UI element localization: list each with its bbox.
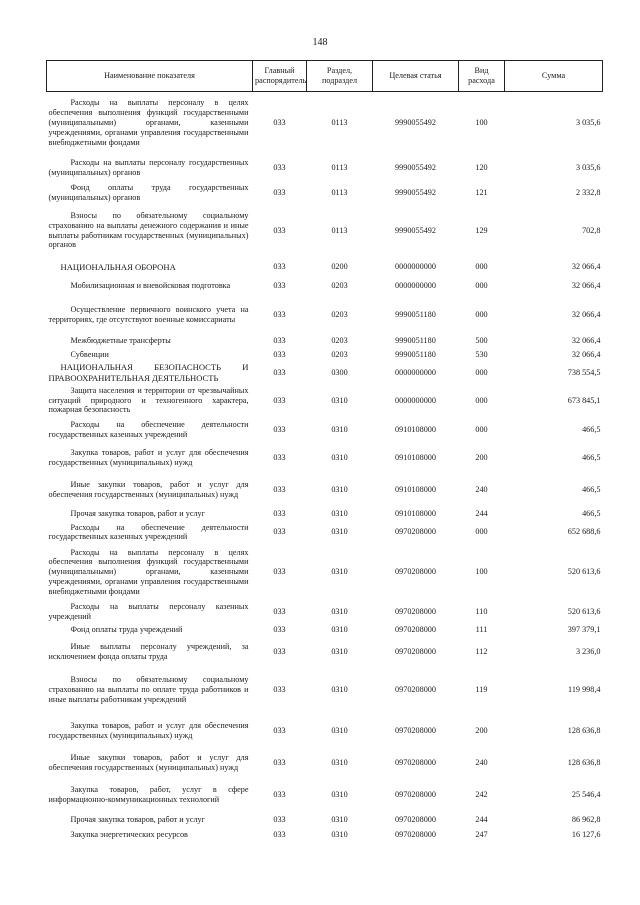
row-target-item: 0910108000 (395, 509, 436, 519)
row-name-text: Защита населения и территории от чрезвычайных ситуаций природного и техногенного характера, пожарная безопасность (48, 385, 249, 415)
row-name-text: Закупка товаров, работ и услуг для обеспечения государственных (муниципальных) нужд (48, 447, 249, 467)
row-name-text: Расходы на выплаты персоналу в целях обеспечения выполнения функций государственными (муниципальными) органами, казенными учреждениями, органами управления государственными внебюджетными фондами (48, 98, 249, 147)
table-row (47, 182, 603, 204)
row-expense-type: 100 (475, 567, 488, 577)
row-expense-type: 110 (475, 607, 488, 617)
row-section: 0310 (331, 424, 348, 434)
row-name (47, 746, 253, 779)
row-section: 0310 (331, 567, 348, 577)
row-chief-manager: 033 (273, 646, 286, 656)
row-section: 0310 (331, 814, 348, 824)
row-chief-manager: 033 (273, 625, 286, 635)
table-body (47, 92, 603, 842)
table-row (47, 746, 603, 779)
row-name (47, 182, 253, 204)
row-target-item: 0910108000 (395, 484, 436, 494)
row-section: 0113 (331, 225, 348, 235)
row-target-item: 9990055492 (395, 162, 436, 172)
row-chief-manager: 033 (273, 424, 286, 434)
row-expense-type: 500 (475, 335, 488, 345)
row-expense-type: 200 (475, 725, 488, 735)
row-name (47, 542, 253, 602)
row-target-item: 9990055492 (395, 187, 436, 197)
column-header-expense-type: Вид расхода (459, 61, 505, 92)
row-expense-type: 121 (475, 187, 488, 197)
row-section: 0310 (331, 509, 348, 519)
row-expense-type: 000 (475, 281, 488, 291)
row-expense-type: 129 (475, 225, 488, 235)
table-row (47, 829, 603, 841)
row-name-text: НАЦИОНАЛЬНАЯ БЕЗОПАСНОСТЬ И ПРАВООХРАНИТЕЛЬНАЯ ДЕЯТЕЛЬНОСТЬ (48, 362, 249, 383)
table-row (47, 296, 603, 334)
row-chief-manager: 033 (273, 484, 286, 494)
row-name (47, 258, 253, 277)
table-row (47, 506, 603, 523)
row-name-text: Фонд оплаты труда учреждений (70, 625, 183, 635)
row-name-text: Расходы на выплаты персоналу в целях обеспечения выполнения функций государственными (муниципальными) органами, казенными учреждениями, органами управления государственными внебюджетными фондами (48, 547, 249, 596)
row-name-text: Расходы на выплаты персоналу казенных учреждений (48, 602, 249, 622)
row-expense-type: 000 (475, 262, 488, 272)
row-target-item: 0000000000 (395, 281, 436, 291)
row-name (47, 384, 253, 418)
row-expense-type: 000 (475, 367, 488, 377)
column-header-amount: Сумма (505, 61, 603, 92)
row-chief-manager: 033 (273, 527, 286, 537)
row-expense-type: 240 (475, 757, 488, 767)
row-expense-type: 111 (475, 625, 488, 635)
row-amount: 86 962,8 (571, 814, 601, 824)
column-header-name: Наименование показателя (47, 61, 253, 92)
column-header-chief-manager: Главный распорядитель (253, 61, 307, 92)
row-section: 0310 (331, 527, 348, 537)
row-expense-type: 000 (475, 527, 488, 537)
row-section: 0310 (331, 685, 348, 695)
table-row (47, 258, 603, 277)
row-section: 0300 (331, 367, 348, 377)
row-target-item: 0970208000 (395, 646, 436, 656)
row-expense-type: 244 (475, 509, 488, 519)
row-name-text: Субвенции (70, 349, 109, 359)
row-name (47, 92, 253, 154)
row-name-text: Иные выплаты персоналу учреждений, за исключением фонда оплаты труда (48, 641, 249, 661)
table-row (47, 523, 603, 543)
row-chief-manager: 033 (273, 335, 286, 345)
row-amount: 673 845,1 (567, 395, 601, 405)
row-target-item: 0970208000 (395, 625, 436, 635)
row-chief-manager: 033 (273, 789, 286, 799)
row-name-text: Взносы по обязательному социальному страхованию на выплаты денежного содержания и иные выплаты работникам государственных (муниципальных) органов (48, 210, 249, 250)
row-name-text: Мобилизационная и вневойсковая подготовка (70, 281, 231, 291)
row-target-item: 9990055492 (395, 225, 436, 235)
table-row (47, 442, 603, 474)
row-section: 0310 (331, 607, 348, 617)
row-amount: 520 613,6 (567, 607, 601, 617)
table-row (47, 334, 603, 348)
row-chief-manager: 033 (273, 281, 286, 291)
column-header-section: Раздел, подраздел (307, 61, 373, 92)
row-expense-type: 200 (475, 452, 488, 462)
row-section: 0203 (331, 281, 348, 291)
row-section: 0310 (331, 484, 348, 494)
table-row (47, 474, 603, 506)
row-target-item: 0970208000 (395, 757, 436, 767)
row-section: 0310 (331, 625, 348, 635)
row-name-text: Прочая закупка товаров, работ и услуг (70, 814, 205, 824)
row-name (47, 277, 253, 296)
row-section: 0310 (331, 452, 348, 462)
row-name-text: Расходы на обеспечение деятельности государственных казенных учреждений (48, 419, 249, 439)
row-chief-manager: 033 (273, 725, 286, 735)
row-name (47, 418, 253, 442)
row-amount: 32 066,4 (571, 349, 601, 359)
row-section: 0113 (331, 117, 348, 127)
row-section: 0203 (331, 335, 348, 345)
table-row (47, 384, 603, 418)
row-target-item: 0970208000 (395, 527, 436, 537)
row-target-item: 0000000000 (395, 367, 436, 377)
row-section: 0310 (331, 789, 348, 799)
row-name-text: НАЦИОНАЛЬНАЯ ОБОРОНА (60, 261, 176, 272)
table-row (47, 622, 603, 638)
row-expense-type: 000 (475, 395, 488, 405)
row-amount: 25 546,4 (571, 789, 601, 799)
row-name (47, 665, 253, 715)
table-row (47, 638, 603, 665)
row-expense-type: 242 (475, 789, 488, 799)
row-expense-type: 530 (475, 349, 488, 359)
page-number: 148 (312, 37, 328, 48)
column-header-target-item: Целевая статья (373, 61, 459, 92)
row-amount: 738 554,5 (567, 367, 601, 377)
row-target-item: 0970208000 (395, 789, 436, 799)
row-target-item: 0970208000 (395, 725, 436, 735)
row-name (47, 523, 253, 543)
row-target-item: 0000000000 (395, 262, 436, 272)
row-amount: 32 066,4 (571, 309, 601, 319)
row-section: 0310 (331, 725, 348, 735)
row-target-item: 0910108000 (395, 424, 436, 434)
row-amount: 397 379,1 (567, 625, 601, 635)
row-expense-type: 240 (475, 484, 488, 494)
row-target-item: 9990051180 (395, 309, 436, 319)
row-chief-manager: 033 (273, 367, 286, 377)
row-name (47, 348, 253, 362)
table-row (47, 665, 603, 715)
row-name-text: Межбюджетные трансферты (70, 335, 171, 345)
row-target-item: 0970208000 (395, 567, 436, 577)
table-header-row (47, 61, 603, 92)
row-name (47, 204, 253, 258)
table-row (47, 715, 603, 746)
row-name-text: Прочая закупка товаров, работ и услуг (70, 509, 205, 519)
row-expense-type: 247 (475, 830, 488, 840)
row-target-item: 0970208000 (395, 814, 436, 824)
row-name (47, 154, 253, 182)
row-amount: 3 035,6 (575, 162, 601, 172)
row-amount: 32 066,4 (571, 335, 601, 345)
row-chief-manager: 033 (273, 757, 286, 767)
table-row (47, 542, 603, 602)
row-section: 0310 (331, 757, 348, 767)
row-section: 0200 (331, 262, 348, 272)
table-row (47, 92, 603, 154)
row-amount: 128 636,8 (567, 725, 601, 735)
row-expense-type: 112 (475, 646, 488, 656)
row-amount: 466,5 (582, 424, 601, 434)
row-amount: 32 066,4 (571, 262, 601, 272)
row-amount: 2 332,8 (575, 187, 601, 197)
row-name-text: Фонд оплаты труда государственных (муниципальных) органов (48, 182, 249, 202)
row-expense-type: 000 (475, 309, 488, 319)
row-name-text: Расходы на обеспечение деятельности государственных казенных учреждений (48, 522, 249, 542)
row-chief-manager: 033 (273, 814, 286, 824)
table-row (47, 362, 603, 384)
row-name (47, 779, 253, 810)
row-name (47, 622, 253, 638)
table-row (47, 348, 603, 362)
row-name (47, 638, 253, 665)
row-expense-type: 120 (475, 162, 488, 172)
row-amount: 32 066,4 (571, 281, 601, 291)
row-target-item: 9990051180 (395, 349, 436, 359)
row-chief-manager: 033 (273, 225, 286, 235)
row-amount: 702,8 (582, 225, 601, 235)
row-chief-manager: 033 (273, 309, 286, 319)
row-target-item: 9990051180 (395, 335, 436, 345)
row-name-text: Осуществление первичного воинского учета на территориях, где отсутствуют военные комиссариаты (48, 304, 249, 324)
row-section: 0310 (331, 395, 348, 405)
row-chief-manager: 033 (273, 509, 286, 519)
row-amount: 119 998,4 (568, 685, 601, 695)
table-row (47, 418, 603, 442)
table-row (47, 810, 603, 829)
row-name-text: Закупка энергетических ресурсов (70, 830, 188, 840)
row-name (47, 715, 253, 746)
table-row (47, 204, 603, 258)
row-target-item: 9990055492 (395, 117, 436, 127)
row-amount: 3 035,6 (575, 117, 601, 127)
row-section: 0310 (331, 646, 348, 656)
row-name (47, 334, 253, 348)
row-amount: 466,5 (582, 484, 601, 494)
row-section: 0310 (331, 830, 348, 840)
row-name (47, 810, 253, 829)
row-amount: 16 127,6 (571, 830, 601, 840)
row-chief-manager: 033 (273, 567, 286, 577)
row-expense-type: 244 (475, 814, 488, 824)
row-name-text: Закупка товаров, работ, услуг в сфере информационно-коммуникационных технологий (48, 784, 249, 804)
row-chief-manager: 033 (273, 349, 286, 359)
row-amount: 466,5 (582, 452, 601, 462)
row-section: 0113 (331, 162, 348, 172)
row-section: 0203 (331, 349, 348, 359)
table-row (47, 779, 603, 810)
row-name-text: Иные закупки товаров, работ и услуг для обеспечения государственных (муниципальных) нужд (48, 479, 249, 499)
row-chief-manager: 033 (273, 452, 286, 462)
row-section: 0203 (331, 309, 348, 319)
row-expense-type: 000 (475, 424, 488, 434)
row-chief-manager: 033 (273, 830, 286, 840)
row-target-item: 0910108000 (395, 452, 436, 462)
row-name-text: Расходы на выплаты персоналу государственных (муниципальных) органов (48, 157, 249, 177)
budget-table (46, 60, 603, 841)
row-chief-manager: 033 (273, 117, 286, 127)
row-amount: 652 688,6 (567, 527, 601, 537)
row-name-text: Закупка товаров, работ и услуг для обеспечения государственных (муниципальных) нужд (48, 720, 249, 740)
row-name (47, 442, 253, 474)
row-section: 0113 (331, 187, 348, 197)
row-chief-manager: 033 (273, 685, 286, 695)
row-name (47, 506, 253, 523)
row-expense-type: 119 (475, 685, 488, 695)
row-name (47, 829, 253, 841)
row-name (47, 362, 253, 384)
row-name (47, 474, 253, 506)
row-amount: 466,5 (582, 509, 601, 519)
row-name (47, 296, 253, 334)
row-name-text: Взносы по обязательному социальному страхованию на выплаты по оплате труда работников и иные выплаты работникам учреждений (48, 675, 249, 705)
row-amount: 520 613,6 (567, 567, 601, 577)
table-row (47, 602, 603, 622)
row-target-item: 0970208000 (395, 830, 436, 840)
row-chief-manager: 033 (273, 262, 286, 272)
row-target-item: 0000000000 (395, 395, 436, 405)
row-chief-manager: 033 (273, 607, 286, 617)
row-chief-manager: 033 (273, 187, 286, 197)
table-row (47, 277, 603, 296)
row-name-text: Иные закупки товаров, работ и услуг для обеспечения государственных (муниципальных) нужд (48, 752, 249, 772)
row-chief-manager: 033 (273, 162, 286, 172)
row-amount: 3 236,0 (575, 646, 601, 656)
row-target-item: 0970208000 (395, 607, 436, 617)
row-target-item: 0970208000 (395, 685, 436, 695)
table-row (47, 154, 603, 182)
row-expense-type: 100 (475, 117, 488, 127)
row-name (47, 602, 253, 622)
row-amount: 128 636,8 (567, 757, 601, 767)
row-chief-manager: 033 (273, 395, 286, 405)
